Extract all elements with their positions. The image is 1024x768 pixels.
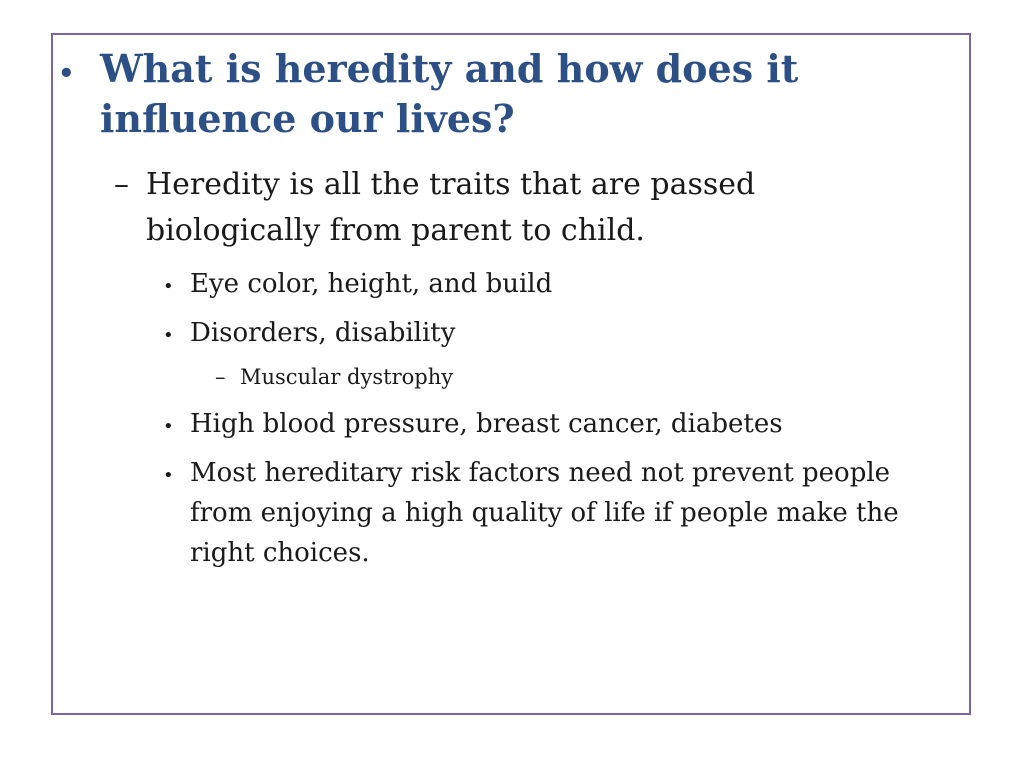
dash-icon: – — [215, 365, 226, 389]
definition-item — [114, 162, 934, 254]
bullet-icon: • — [163, 325, 174, 346]
list-item-conditions — [163, 404, 953, 447]
list-item-text: Eye color, height, and build — [190, 269, 553, 299]
list-item-text: Disorders, disability — [190, 318, 456, 348]
bullet-icon: • — [163, 465, 174, 486]
list-item-text: High blood pressure, breast cancer, diabetes — [190, 409, 783, 439]
bullet-icon: • — [163, 276, 174, 297]
slide-heading: What is heredity and how does it influence our lives? — [100, 46, 799, 141]
bullet-icon: • — [163, 416, 174, 437]
heading-bullet-item — [58, 44, 938, 144]
bullet-icon: • — [58, 59, 75, 89]
sub-list-item-muscular-dystrophy — [215, 362, 915, 392]
list-item-text: Most hereditary risk factors need not prevent people from enjoying a high quality of life if people make the right choices. — [190, 458, 899, 568]
dash-icon: – — [114, 167, 129, 202]
definition-text: Heredity is all the traits that are passed biologically from parent to child. — [146, 167, 756, 248]
list-item-risk-factors — [163, 453, 953, 573]
list-item-disorders — [163, 313, 953, 356]
list-item-traits — [163, 264, 953, 307]
sub-list-item-text: Muscular dystrophy — [240, 365, 454, 389]
